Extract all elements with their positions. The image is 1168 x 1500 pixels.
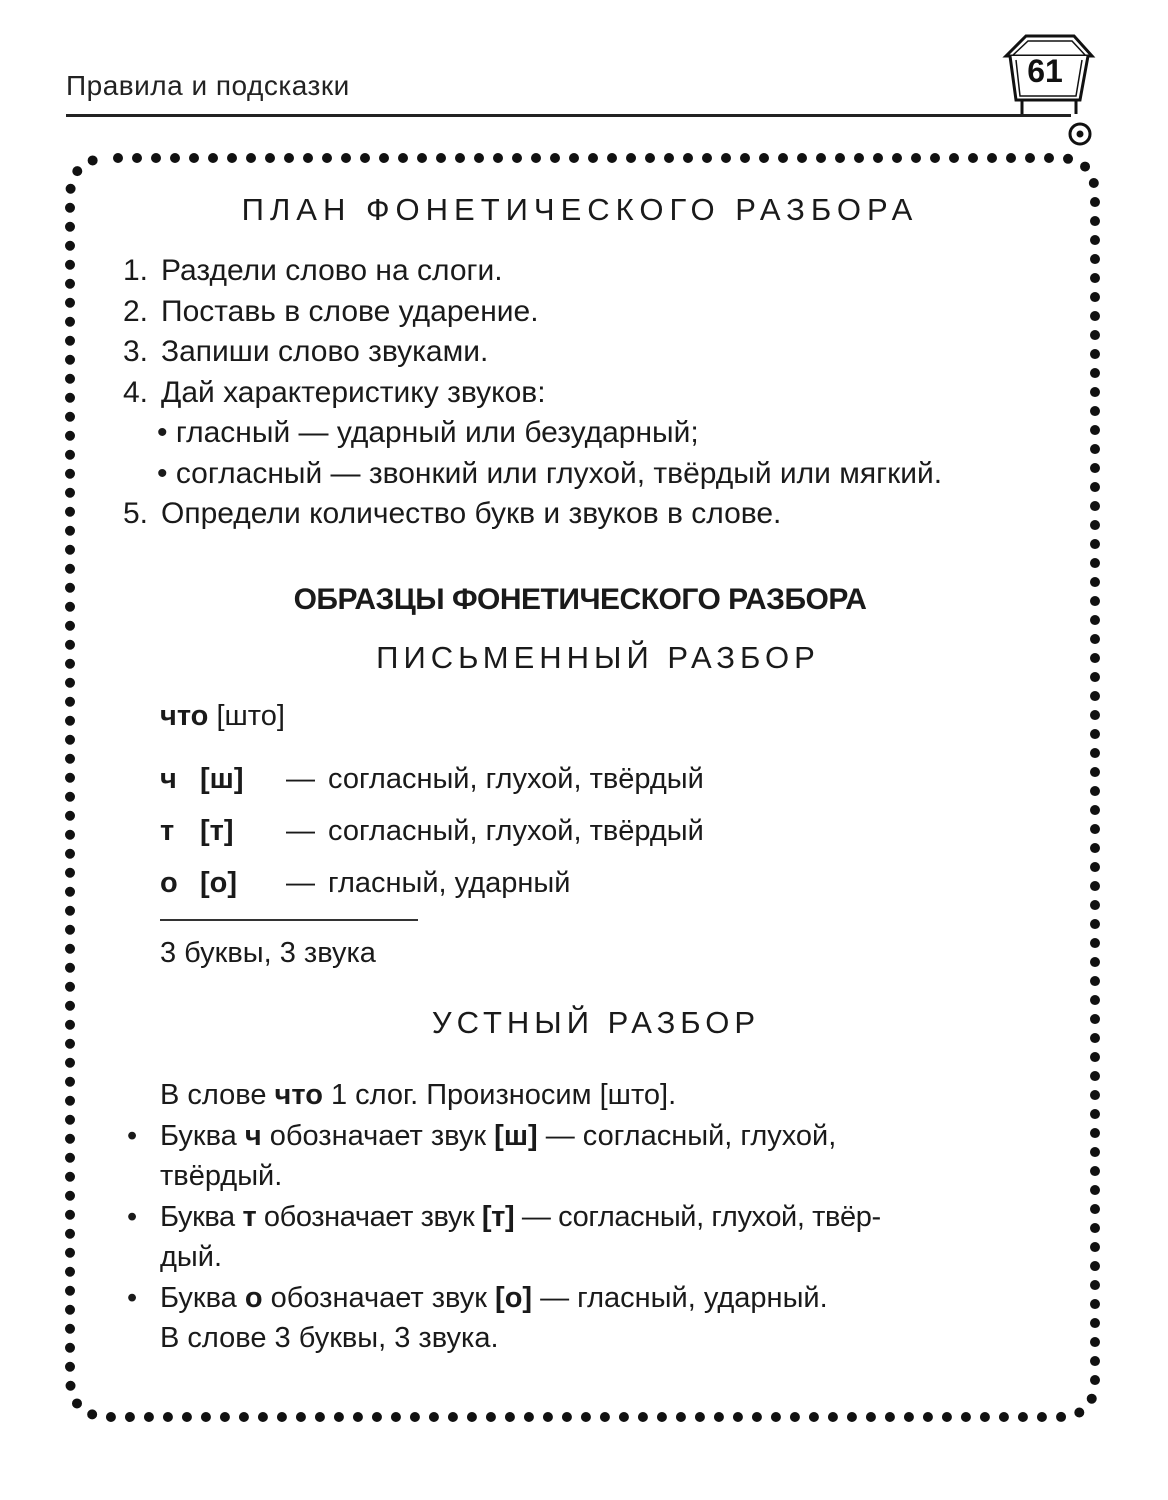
oral-sound: [т] [481, 1200, 515, 1233]
letter: т [160, 815, 175, 847]
analysis-row [160, 867, 570, 900]
plan-item-number: 3. [123, 335, 149, 368]
sound: [о] [200, 867, 238, 899]
oral-text: Буква [160, 1119, 245, 1152]
oral-sound: [ш] [494, 1119, 538, 1152]
oral-item [127, 1116, 881, 1157]
letter-sound-summary: 3 буквы, 3 звука [160, 937, 376, 969]
analyzed-word [160, 700, 285, 733]
analysis-row [160, 763, 704, 796]
plan-item-text: Определи количество букв и звуков в слове. [161, 497, 782, 530]
sound: [т] [200, 815, 234, 847]
oral-text: — согласный, глухой, [537, 1119, 837, 1152]
sound-description: согласный, глухой, твёрдый [328, 763, 704, 795]
summary-rule [160, 919, 418, 921]
running-header: Правила и подсказки [66, 70, 350, 101]
oral-text: обозначает звук [262, 1281, 496, 1314]
oral-letter: т [242, 1200, 257, 1233]
oral-letter: ч [244, 1119, 262, 1152]
samples-title: ОБРАЗЦЫ ФОНЕТИЧЕСКОГО РАЗБОРА [293, 583, 867, 616]
oral-item-continuation: твёрдый. [160, 1160, 283, 1192]
written-analysis-title: ПИСЬМЕННЫЙ РАЗБОР [376, 640, 820, 675]
plan-item-text: Раздели слово на слоги. [161, 254, 503, 287]
plan-item [123, 292, 942, 333]
plan-item-number: 1. [123, 254, 149, 287]
oral-intro-word: что [274, 1079, 323, 1111]
plan-item-number: 4. [123, 375, 149, 409]
plan-item-number: 2. [123, 294, 149, 328]
plan-item [123, 494, 942, 535]
plan-item [123, 251, 942, 292]
plan-item-text: Дай характеристику звуков: [161, 375, 546, 409]
sound: [ш] [200, 763, 244, 795]
page-number: 61 [1027, 53, 1063, 89]
analysis-row [160, 815, 704, 848]
oral-analysis [127, 1075, 881, 1359]
oral-text: Буква [160, 1281, 245, 1314]
dash: — [286, 763, 315, 795]
oral-conclusion: В слове 3 буквы, 3 звука. [160, 1322, 499, 1354]
oral-sound: [о] [495, 1281, 533, 1314]
letter: ч [160, 763, 177, 795]
oral-intro-text: 1 слог. Произносим [што]. [322, 1079, 677, 1111]
dash: — [286, 815, 315, 847]
dash: — [286, 867, 315, 899]
plan-item-text: Поставь в слове ударение. [161, 294, 539, 328]
sound-description: гласный, ударный [328, 867, 571, 899]
plan-item [123, 332, 942, 373]
oral-letter: о [244, 1281, 263, 1314]
oral-item [127, 1278, 881, 1319]
plan-item [123, 373, 942, 414]
bullet: • [127, 1119, 138, 1152]
plan-list [123, 251, 942, 535]
oral-text: обозначает звук [256, 1200, 482, 1233]
word: что [160, 700, 209, 732]
plan-subitem: • согласный — звонкий или глухой, твёрдый или мягкий. [157, 456, 943, 490]
oral-text: — согласный, глухой, твёр- [514, 1200, 881, 1233]
oral-text: обозначает звук [261, 1119, 495, 1152]
letter: о [160, 867, 178, 899]
oral-item [127, 1197, 881, 1238]
bullet: • [127, 1281, 138, 1314]
oral-text: — гласный, ударный. [532, 1281, 828, 1314]
bullet: • [127, 1200, 137, 1233]
plan-item-number: 5. [123, 497, 149, 530]
transcription: [што] [216, 700, 285, 732]
header-rule [66, 114, 1071, 117]
oral-item-continuation: дый. [160, 1241, 223, 1273]
plan-item-text: Запиши слово звуками. [161, 335, 489, 368]
oral-text: Буква [160, 1200, 243, 1233]
plan-title: ПЛАН ФОНЕТИЧЕСКОГО РАЗБОРА [241, 192, 919, 227]
oral-intro-text: В слове [160, 1079, 275, 1111]
plan-subitem: • гласный — ударный или безударный; [157, 416, 699, 449]
oral-intro [160, 1075, 881, 1116]
oral-analysis-title: УСТНЫЙ РАЗБОР [431, 1005, 761, 1040]
sound-description: согласный, глухой, твёрдый [328, 815, 704, 847]
